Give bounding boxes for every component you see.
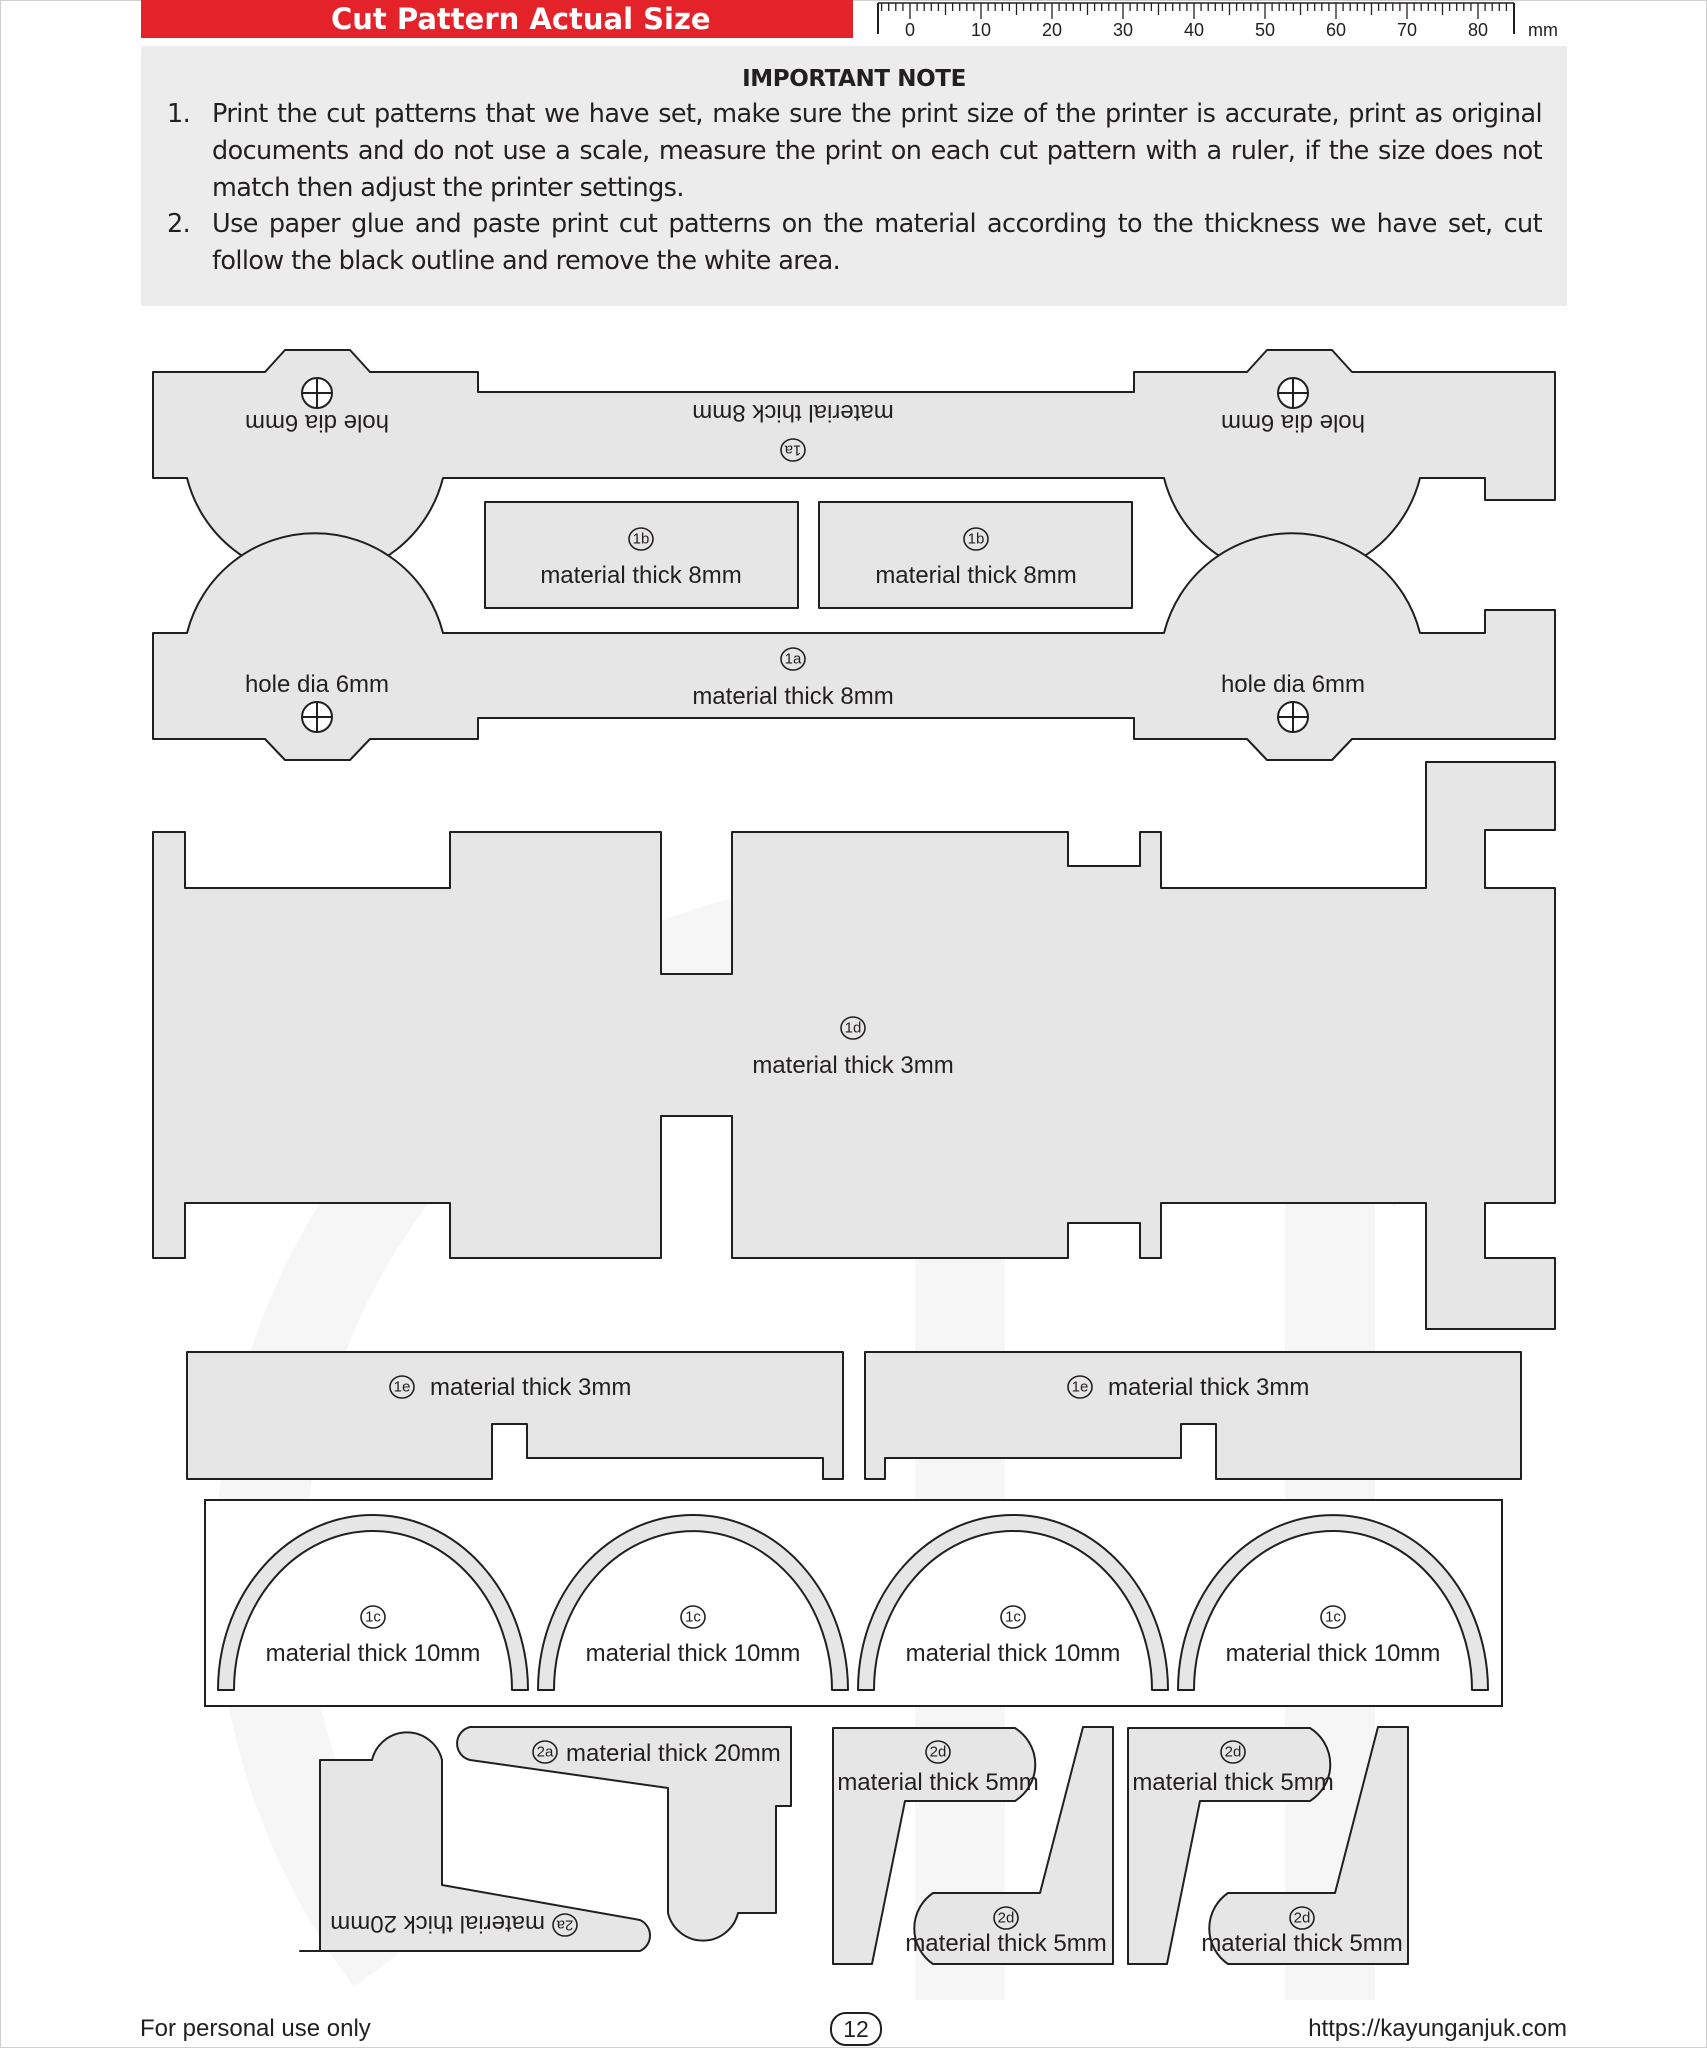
page-number: 12 <box>830 2012 882 2046</box>
part-id: 1e <box>1071 1378 1089 1396</box>
hole-marker <box>1278 702 1308 732</box>
material-label: material thick 3mm <box>1108 1374 1310 1401</box>
part-id: 1a <box>784 650 802 668</box>
material-label: material thick 10mm <box>585 1640 801 1667</box>
part-id: 1b <box>967 530 985 548</box>
part-id: 1c <box>365 1608 381 1626</box>
note-number: 1. <box>167 99 191 129</box>
part-1b-left <box>485 502 798 608</box>
material-label: material thick 8mm <box>692 399 894 426</box>
hole-label: hole dia 6mm <box>1220 409 1366 436</box>
part-id: 1c <box>685 1608 701 1626</box>
part-id: 1c <box>1005 1608 1021 1626</box>
material-label: material thick 8mm <box>540 562 742 589</box>
part-id: 2d <box>1293 1909 1311 1927</box>
part-id: 2a <box>536 1743 554 1761</box>
material-label: material thick 3mm <box>430 1374 632 1401</box>
ruler-label: 80 <box>1467 20 1489 40</box>
ruler-label: 70 <box>1396 20 1418 40</box>
ruler-label: 30 <box>1112 20 1134 40</box>
material-label: material thick 8mm <box>875 562 1077 589</box>
hole-label: hole dia 6mm <box>1220 671 1366 698</box>
page-title: Cut Pattern Actual Size <box>141 0 853 38</box>
material-label: material thick 10mm <box>1225 1640 1441 1667</box>
ruler-unit: mm <box>1528 20 1558 40</box>
ruler-label: 40 <box>1183 20 1205 40</box>
part-id: 2a <box>556 1916 574 1934</box>
material-label: material thick 5mm <box>905 1930 1107 1957</box>
footer-license: For personal use only <box>140 2015 371 2042</box>
note-text: Use paper glue and paste print cut patterns on the material according to the thickness we have set, cut follow the black outline and remove the white area. <box>212 209 1542 276</box>
hole-label: hole dia 6mm <box>244 671 390 698</box>
hole-marker <box>302 702 332 732</box>
note-text: Print the cut patterns that we have set, make sure the print size of the printer is accurate, print as original documents and do not use a scale, measure the print on each cut pattern with a ruler, if the size does not match then adjust the printer settings. <box>212 99 1542 203</box>
part-id: 1a <box>784 441 802 459</box>
part-id: 1e <box>393 1378 411 1396</box>
footer-website[interactable]: https://kayunganjuk.com <box>1308 2015 1567 2042</box>
material-label: material thick 3mm <box>752 1052 954 1079</box>
part-id: 2d <box>1224 1743 1242 1761</box>
hole-marker <box>302 378 332 408</box>
material-label: material thick 5mm <box>837 1769 1039 1796</box>
part-id: 2d <box>997 1909 1015 1927</box>
ruler-label: 60 <box>1325 20 1347 40</box>
material-label: material thick 20mm <box>566 1740 781 1767</box>
note-title: IMPORTANT NOTE <box>742 66 966 92</box>
ruler-label: 50 <box>1254 20 1276 40</box>
material-label: material thick 5mm <box>1201 1930 1403 1957</box>
ruler-label: 10 <box>970 20 992 40</box>
part-id: 2d <box>929 1743 947 1761</box>
ruler-label: 20 <box>1041 20 1063 40</box>
part-id: 1c <box>1325 1608 1341 1626</box>
part-1b-right <box>819 502 1132 608</box>
ruler-label: 0 <box>904 20 916 40</box>
hole-marker <box>1278 378 1308 408</box>
material-label: material thick 10mm <box>265 1640 481 1667</box>
material-label: material thick 8mm <box>692 683 894 710</box>
material-label: material thick 20mm <box>330 1910 545 1937</box>
material-label: material thick 5mm <box>1132 1769 1334 1796</box>
part-id: 1d <box>844 1019 862 1037</box>
part-id: 1b <box>632 530 650 548</box>
material-label: material thick 10mm <box>905 1640 1121 1667</box>
note-number: 2. <box>167 209 191 239</box>
hole-label: hole dia 6mm <box>244 409 390 436</box>
part-1e-left <box>187 1352 843 1479</box>
